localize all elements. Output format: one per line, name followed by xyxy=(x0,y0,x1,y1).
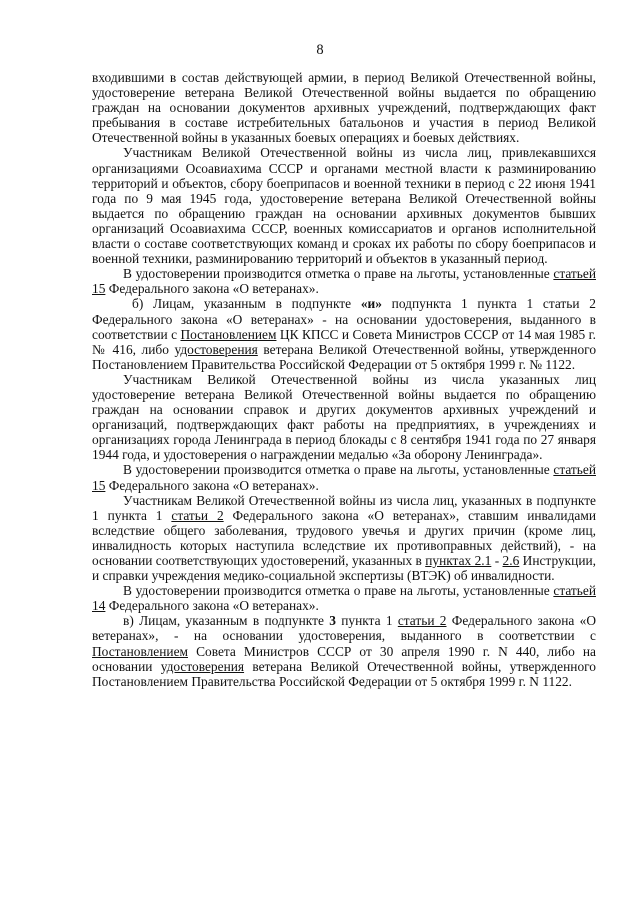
document-link[interactable]: статьей 15 xyxy=(92,462,596,493)
paragraph-5 xyxy=(92,372,596,463)
text-run: Участникам Великой Отечественной войны из числа лиц, указанных в подпункте 1 пункта 1 xyxy=(92,492,596,523)
document-link[interactable]: статьей 15 xyxy=(92,266,596,297)
text-run: В удостоверении производится отметка о праве на льготы, установленные xyxy=(123,462,554,478)
text-run: Федерального закона «О ветеранах». xyxy=(105,598,319,614)
paragraph-6 xyxy=(92,462,596,492)
document-link[interactable]: удостоверения xyxy=(174,341,258,357)
paragraph-4 xyxy=(92,296,596,371)
text-run: входившими в состав действующей армии, в период Великой Отечественной войны, удостоверение ветерана Великой Отечественной войны выдается по обращению граждан на основании документов архивных учреждений, подтверждающих факт пребывания в составе истребительных батальонов и участия в период Великой Отечественной войны в указанных боевых операциях и боевых действиях. xyxy=(92,70,596,146)
text-run: ЦК КПСС и Совета Министров СССР от 14 мая 1985 г. № 416, либо xyxy=(92,326,596,357)
paragraph-3 xyxy=(92,266,596,296)
document-link[interactable]: 2.6 xyxy=(502,553,520,568)
text-run: подпункта 1 пункта 1 статьи 2 Федерального закона «О ветеранах» - на основании удостоверения, выданного в соответствии с xyxy=(92,296,596,342)
bold-text: 3 xyxy=(329,613,336,629)
paragraph-7 xyxy=(92,493,596,584)
text-run: Федерального закона «О ветеранах». xyxy=(105,281,319,297)
text-run: Инструкции, и справки учреждения медико-социальной экспертизы (ВТЭК) об инвалидности. xyxy=(92,553,597,584)
document-link[interactable]: удостоверения xyxy=(160,658,245,674)
document-link[interactable]: Постановлением xyxy=(180,326,277,342)
document-link[interactable]: статьи 2 xyxy=(397,613,447,629)
text-run: Федерального закона «О ветеранах», - на основании удостоверения, выданного в соответствии с xyxy=(92,613,596,644)
text-run: Федерального закона «О ветеранах». xyxy=(105,477,319,493)
text-run: Федерального закона «О ветеранах», ставшим инвалидами вследствие общего заболевания, трудового увечья и других причин (кроме лиц, инвалидность которых наступила вследствие их противоправных действий), - на основании соответствующих удостоверений, указанных в xyxy=(92,507,596,568)
paragraph-1 xyxy=(92,70,596,145)
paragraph-9 xyxy=(92,613,596,688)
bold-text: «и» xyxy=(360,296,382,312)
text-run: пункта 1 xyxy=(335,613,398,629)
paragraph-2 xyxy=(92,145,596,266)
page-number: 8 xyxy=(316,42,324,58)
text-run: б) Лицам, указанным в подпункте xyxy=(132,296,361,312)
text-run: Участникам Великой Отечественной войны из числа указанных лиц удостоверение ветерана Великой Отечественной войны выдается по обращению граждан на основании справок и других документов архивных учреждений и организаций, подтверждающих факт работы на предприятиях, в учреждениях и организациях города Ленинграда в период блокады с 8 сентября 1941 года по 27 января 1944 года, и удостоверения о награждении медалью «За оборону Ленинграда». xyxy=(92,371,596,463)
text-run: В удостоверении производится отметка о праве на льготы, установленные xyxy=(123,266,554,282)
text-run: Совета Министров СССР от 30 апреля 1990 г. N 440, либо на основании xyxy=(92,643,596,674)
text-run: ветерана Великой Отечественной войны, утвержденного Постановлением Правительства Российской Федерации от 5 октября 1999 г. № 1122. xyxy=(92,341,597,372)
text-run: В удостоверении производится отметка о праве на льготы, установленные xyxy=(123,583,554,599)
text-run: в) Лицам, указанным в подпункте xyxy=(123,613,330,629)
text-run: ветерана Великой Отечественной войны, утвержденного Постановлением Правительства Российской Федерации от 5 октября 1999 г. N 1122. xyxy=(92,658,596,689)
document-link[interactable]: статьи 2 xyxy=(171,507,224,523)
document-link[interactable]: пунктах 2.1 xyxy=(425,553,492,568)
document-link[interactable]: Постановлением xyxy=(92,643,188,659)
document-link[interactable]: статьей 14 xyxy=(92,583,596,614)
text-run: - xyxy=(491,553,503,568)
document-body xyxy=(92,70,596,689)
text-run: Участникам Великой Отечественной войны из числа лиц, привлекавшихся организациями Осоавиахима СССР и органами местной власти к разминированию территорий и объектов, сбору боеприпасов и военной техники в период с 22 июня 1941 года по 9 мая 1945 года, удостоверение ветерана Великой Отечественной войны выдается по обращению граждан на основании архивных документов бывших организаций Осоавиахима СССР, военных комиссариатов и органов исполнительной власти о составе соответствующих команд и сроках их работы по сбору боеприпасов и военной техники, разминированию территорий и объектов в указанный период. xyxy=(92,145,596,267)
paragraph-8 xyxy=(92,583,596,613)
